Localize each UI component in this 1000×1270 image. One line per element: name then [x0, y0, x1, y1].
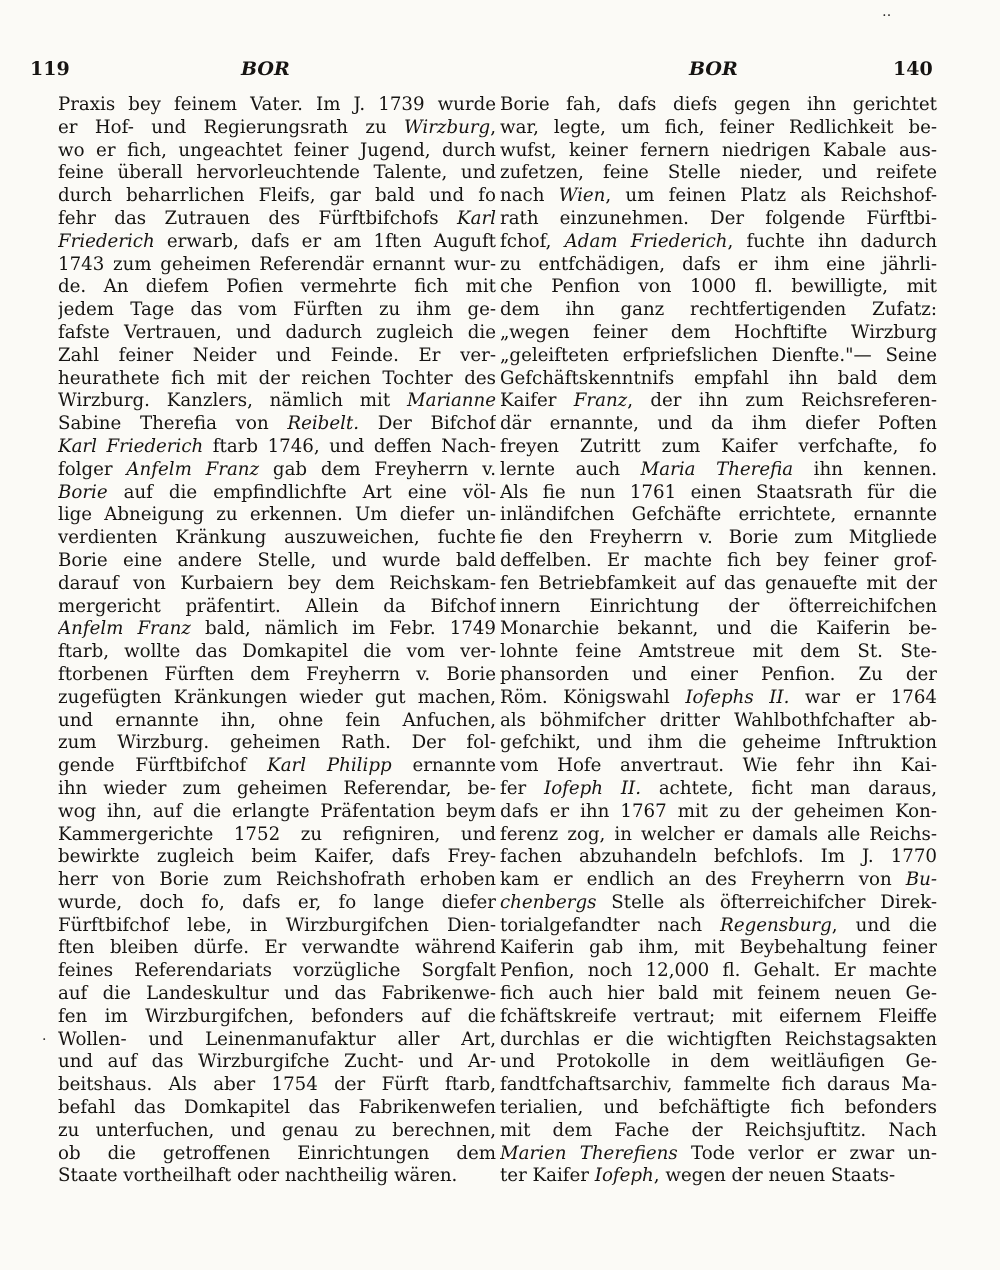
- text-line: [58, 596, 496, 619]
- text-line: [58, 1143, 496, 1166]
- text-line: [500, 778, 937, 801]
- text-segment: ftorbenen Fürften dem Freyherrn v. Borie: [58, 663, 496, 685]
- text-segment: Wirzburg. Kanzlers, nämlich mit: [58, 390, 407, 412]
- left-column: [58, 94, 496, 1188]
- text-segment: herr von Borie zum Reichshofrath erhoben: [58, 869, 496, 891]
- text-line: [500, 869, 937, 892]
- text-segment: lernte auch: [500, 458, 641, 480]
- text-line: [500, 641, 937, 664]
- text-line: [500, 140, 937, 163]
- text-segment: Als fie nun 1761 einen Staatsrath für die: [500, 481, 937, 503]
- text-segment: , um feinen Platz als Reichshof-: [605, 185, 937, 207]
- text-segment: und ernannte ihn, ohne fein Anfuchen,: [58, 709, 496, 731]
- text-segment: ferenz zog, in welcher er damals alle Reichs-: [500, 823, 937, 845]
- text-line: [58, 1006, 496, 1029]
- text-segment: Der Bifchof: [359, 413, 496, 435]
- text-segment: Kammergerichte 1752 zu refigniren, und: [58, 823, 496, 845]
- italic-name: chenbergs: [500, 891, 597, 913]
- text-segment: wufst, keiner fernern niedrigen Kabale aus-: [500, 139, 937, 161]
- text-line: [500, 937, 937, 960]
- text-line: [500, 960, 937, 983]
- text-segment: Borie fah, dafs diefs gegen ihn gerichtet: [500, 94, 937, 115]
- text-line: [500, 732, 937, 755]
- text-segment: „wegen feiner dem Hochftifte Wirzburg: [500, 321, 937, 343]
- text-segment: kam er endlich an des Freyherrn von: [500, 869, 906, 891]
- scan-speck-mark: ·: [42, 1032, 47, 1048]
- text-line: [58, 527, 496, 550]
- text-line: [58, 345, 496, 368]
- running-header: [0, 58, 1000, 88]
- text-line: [58, 436, 496, 459]
- text-segment: dem ihn ganz rechtfertigenden Zufatz:: [500, 299, 937, 321]
- italic-name: Bu-: [905, 869, 937, 891]
- text-line: [500, 618, 937, 641]
- text-segment: fafste Vertrauen, und dadurch zugleich die: [58, 321, 496, 343]
- text-line: [58, 778, 496, 801]
- text-line: [58, 892, 496, 915]
- text-line: [500, 390, 937, 413]
- text-segment: mergericht präfentirt. Allein da Bifchof: [58, 595, 496, 617]
- text-line: [500, 1051, 937, 1074]
- text-line: [500, 1097, 937, 1120]
- text-segment: fachen abzuhandeln befchlofs. Im J. 1770: [500, 846, 937, 868]
- text-line: [58, 482, 496, 505]
- right-column: [500, 94, 937, 1188]
- text-line: [58, 390, 496, 413]
- text-segment: terialien, und befchäftigte fich befonders: [500, 1097, 937, 1119]
- italic-name: Regensburg: [720, 914, 832, 936]
- text-line: [500, 550, 937, 573]
- text-segment: Zahl feiner Neider und Feinde. Er ver-: [58, 344, 496, 366]
- text-segment: Kaifer: [500, 390, 574, 412]
- text-line: [58, 117, 496, 140]
- text-segment: deffelben. Er machte fich bey feiner grof-: [500, 549, 937, 571]
- text-line: [500, 322, 937, 345]
- italic-name: Iofeph II.: [544, 777, 641, 799]
- text-segment: lige Abneigung zu erkennen. Um diefer un-: [58, 504, 496, 526]
- text-line: [500, 254, 937, 277]
- text-line: [500, 345, 937, 368]
- text-segment: Stelle als öfterreichifcher Direk-: [596, 891, 937, 913]
- text-segment: Penfion, noch 12,000 fl. Gehalt. Er machte: [500, 960, 937, 982]
- text-line: [500, 846, 937, 869]
- text-line: [58, 413, 496, 436]
- text-segment: , und die: [831, 914, 937, 936]
- text-line: [58, 322, 496, 345]
- text-segment: lohnte feine Amtstreue mit dem St. Ste-: [500, 641, 937, 663]
- text-segment: fchof,: [500, 230, 565, 252]
- text-line: [500, 1165, 937, 1188]
- text-line: [58, 162, 496, 185]
- text-line: [58, 254, 496, 277]
- text-segment: zu entfchädigen, dafs er ihm eine jährli-: [500, 253, 937, 275]
- header-word-left: BOR: [241, 58, 290, 80]
- text-line: [500, 1006, 937, 1029]
- text-segment: war, legte, um fich, feiner Redlichkeit be-: [500, 116, 937, 138]
- text-line: [58, 618, 496, 641]
- text-segment: vom Hofe anvertraut. Wie fehr ihn Kai-: [500, 755, 937, 777]
- text-line: [58, 755, 496, 778]
- text-segment: Wollen- und Leinenmanufaktur aller Art,: [58, 1028, 496, 1050]
- text-line: [58, 824, 496, 847]
- text-line: [500, 915, 937, 938]
- text-line: [58, 140, 496, 163]
- text-segment: , der ihn zum Reichsreferen-: [627, 390, 937, 412]
- text-segment: feines Referendariats vorzügliche Sorgfalt: [58, 960, 496, 982]
- text-segment: ernannte: [391, 755, 496, 777]
- text-segment: war er 1764: [789, 686, 937, 708]
- text-segment: durch beharrlichen Fleifs, gar bald und fo: [58, 185, 496, 207]
- italic-name: Maria Therefia: [640, 458, 794, 480]
- italic-name: Iofeph: [594, 1165, 654, 1187]
- text-segment: gab dem Freyherrn v.: [259, 458, 496, 480]
- text-segment: folger: [58, 458, 127, 480]
- italic-name: Borie: [58, 481, 108, 503]
- text-line: [58, 1097, 496, 1120]
- text-segment: darauf von Kurbaiern bey dem Reichskam-: [58, 572, 496, 594]
- text-line: [500, 482, 937, 505]
- text-line: [500, 368, 937, 391]
- text-segment: Sabine Therefia von: [58, 413, 288, 435]
- italic-name: Marianne: [406, 390, 496, 412]
- text-segment: feine überall hervorleuchtende Talente, und: [58, 162, 496, 184]
- text-line: [500, 94, 937, 117]
- text-segment: freyen Zutritt zum Kaifer verfchafte, fo: [500, 435, 937, 457]
- text-line: [58, 94, 496, 117]
- scan-speck-mark: ‥: [882, 4, 892, 20]
- text-line: [500, 755, 937, 778]
- italic-name: Wien: [558, 185, 606, 207]
- text-segment: ihn wieder zum geheimen Referendar, be-: [58, 777, 496, 799]
- text-line: [58, 937, 496, 960]
- text-line: [500, 162, 937, 185]
- text-line: [58, 801, 496, 824]
- text-segment: wurde, doch fo, dafs er, fo lange diefer: [58, 891, 496, 913]
- text-segment: Monarchie bekannt, und die Kaiferin be-: [500, 618, 937, 640]
- text-line: [58, 276, 496, 299]
- text-segment: Borie eine andere Stelle, und wurde bald: [58, 549, 496, 571]
- text-line: [58, 208, 496, 231]
- text-segment: und auf das Wirzburgifche Zucht- und Ar-: [58, 1051, 496, 1073]
- text-segment: nach: [500, 185, 559, 207]
- text-line: [500, 413, 937, 436]
- text-line: [500, 801, 937, 824]
- text-line: [500, 664, 937, 687]
- text-segment: innern Einrichtung der öfterreichifchen: [500, 595, 937, 617]
- text-segment: jedem Tage das vom Fürften zu ihm ge-: [58, 299, 496, 321]
- text-line: [500, 231, 937, 254]
- text-line: [500, 824, 937, 847]
- text-segment: che Penfion von 1000 fl. bewilligte, mit: [500, 276, 937, 298]
- text-segment: gende Fürftbifchof: [58, 755, 268, 777]
- text-line: [58, 915, 496, 938]
- text-segment: inländifchen Gefchäfte errichtete, ernannte: [500, 504, 937, 526]
- text-segment: 1743 zum geheimen Referendär ernannt wur-: [58, 253, 496, 275]
- text-line: [58, 185, 496, 208]
- text-line: [58, 710, 496, 733]
- text-segment: verdienten Kränkung auszuweichen, fuchte: [58, 527, 496, 549]
- text-line: [500, 299, 937, 322]
- text-segment: ,: [490, 116, 496, 138]
- text-segment: , fuchte ihn dadurch: [727, 230, 937, 252]
- italic-name: Iofephs II.: [685, 686, 790, 708]
- text-segment: Staate vortheilhaft oder nachtheilig wären.: [58, 1165, 458, 1187]
- page-number-right: 140: [893, 58, 933, 80]
- text-line: [500, 504, 937, 527]
- text-line: [500, 1143, 937, 1166]
- text-segment: Tode verlor er zwar un-: [677, 1142, 937, 1164]
- text-segment: fchäftskreife vertraut; mit eifernem Fleiffe: [500, 1005, 937, 1027]
- italic-name: Franz: [573, 390, 628, 412]
- text-segment: gefchikt, und ihm die geheime Inftruktion: [500, 732, 937, 754]
- text-segment: där ernannte, und da ihm diefer Poften: [500, 413, 937, 435]
- text-line: [500, 710, 937, 733]
- text-segment: heurathete fich mit der reichen Tochter des: [58, 367, 496, 389]
- text-segment: beitshaus. Als aber 1754 der Fürft ftarb,: [58, 1074, 496, 1096]
- text-segment: zu unterfuchen, und genau zu berechnen,: [58, 1119, 496, 1141]
- page-number-left: 119: [30, 58, 70, 80]
- text-segment: und Protokolle in dem weitläufigen Ge-: [500, 1051, 937, 1073]
- text-line: [500, 596, 937, 619]
- italic-name: Karl Friederich: [58, 435, 204, 457]
- text-line: [58, 1120, 496, 1143]
- text-line: [500, 573, 937, 596]
- text-line: [58, 687, 496, 710]
- text-segment: bald, nämlich im Febr. 1749: [190, 618, 496, 640]
- text-segment: Gefchäftskenntnifs empfahl ihn bald dem: [500, 367, 937, 389]
- italic-name: Marien Therefiens: [500, 1142, 678, 1164]
- text-segment: befahl das Domkapitel das Fabrikenwefen: [58, 1097, 496, 1119]
- text-segment: Kaiferin gab ihm, mit Beybehaltung feiner: [500, 937, 937, 959]
- text-segment: Praxis bey feinem Vater. Im J. 1739 wurde: [58, 94, 496, 115]
- text-segment: ter Kaifer: [500, 1165, 595, 1187]
- text-segment: ftarb 1746, und deffen Nach-: [203, 435, 496, 457]
- text-segment: zum Wirzburg. geheimen Rath. Der fol-: [58, 732, 496, 754]
- text-line: [58, 983, 496, 1006]
- text-segment: erwarb, dafs er am 1ften Auguft: [154, 230, 496, 252]
- italic-name: Karl Philipp: [267, 755, 392, 777]
- text-segment: zufetzen, feine Stelle nieder, und reifete: [500, 162, 937, 184]
- text-segment: ftarb, wollte das Domkapitel die vom ver-: [58, 641, 496, 663]
- text-segment: fen im Wirzburgifchen, befonders auf die: [58, 1005, 496, 1027]
- text-segment: durchlas er die wichtigften Reichstagsakten: [500, 1028, 937, 1050]
- italic-name: Anfelm Franz: [126, 458, 260, 480]
- text-segment: rath einzunehmen. Der folgende Fürftbi-: [500, 207, 937, 229]
- text-line: [58, 641, 496, 664]
- text-line: [500, 892, 937, 915]
- text-line: [58, 846, 496, 869]
- text-line: [58, 664, 496, 687]
- text-segment: als böhmifcher dritter Wahlbothfchafter ab-: [500, 709, 937, 731]
- text-segment: phansorden und einer Penfion. Zu der: [500, 663, 937, 685]
- text-line: [500, 983, 937, 1006]
- text-segment: achtete, ficht man daraus,: [641, 777, 937, 799]
- text-segment: wo er fich, ungeachtet feiner Jugend, durch: [58, 139, 496, 161]
- text-segment: auf die Landeskultur und das Fabrikenwe-: [58, 983, 496, 1005]
- text-line: [500, 1074, 937, 1097]
- text-segment: fandtfchaftsarchiv, fammelte fich daraus Ma-: [500, 1074, 937, 1096]
- text-segment: ob die getroffenen Einrichtungen dem: [58, 1142, 496, 1164]
- italic-name: Karl: [457, 207, 496, 229]
- text-segment: „geleifteten erfpriefslichen Dienfte."— Seine: [500, 344, 937, 366]
- text-segment: fehr das Zutrauen des Fürftbifchofs: [58, 207, 458, 229]
- text-line: [58, 960, 496, 983]
- text-line: [58, 299, 496, 322]
- text-line: [58, 573, 496, 596]
- text-line: [58, 1029, 496, 1052]
- text-line: [500, 117, 937, 140]
- text-segment: wog ihn, auf die erlangte Präfentation beym: [58, 800, 496, 822]
- text-segment: dafs er ihn 1767 mit zu der geheimen Kon-: [500, 800, 937, 822]
- text-segment: fie den Freyherrn v. Borie zum Mitgliede: [500, 527, 937, 549]
- header-word-right: BOR: [689, 58, 738, 80]
- text-line: [500, 1120, 937, 1143]
- italic-name: Reibelt.: [287, 413, 359, 435]
- text-segment: Röm. Königswahl: [500, 686, 686, 708]
- text-segment: bewirkte zugleich beim Kaifer, dafs Frey-: [58, 846, 496, 868]
- text-line: [58, 1074, 496, 1097]
- text-line: [500, 208, 937, 231]
- italic-name: Wirzburg: [404, 116, 491, 138]
- text-segment: ihn kennen.: [793, 458, 937, 480]
- italic-name: Anfelm Franz: [58, 618, 191, 640]
- text-line: [58, 1051, 496, 1074]
- text-line: [500, 687, 937, 710]
- text-line: [58, 732, 496, 755]
- text-line: [500, 436, 937, 459]
- text-line: [500, 185, 937, 208]
- text-line: [58, 368, 496, 391]
- text-line: [500, 527, 937, 550]
- italic-name: Adam Friederich: [564, 230, 728, 252]
- text-segment: ften bleiben dürfe. Er verwandte während: [58, 937, 496, 959]
- text-line: [58, 231, 496, 254]
- text-line: [58, 869, 496, 892]
- text-segment: auf die empfindlichfte Art eine völ-: [107, 481, 496, 503]
- text-segment: Fürftbifchof lebe, in Wirzburgifchen Dien-: [58, 914, 496, 936]
- text-line: [58, 504, 496, 527]
- text-line: [58, 459, 496, 482]
- text-segment: de. An diefem Pofien vermehrte fich mit: [58, 276, 496, 298]
- text-segment: fich auch hier bald mit feinem neuen Ge-: [500, 983, 937, 1005]
- text-line: [500, 276, 937, 299]
- italic-name: Friederich: [58, 230, 155, 252]
- text-line: [58, 1165, 496, 1188]
- text-segment: er Hof- und Regierungsrath zu: [58, 116, 405, 138]
- text-segment: mit dem Fache der Reichsjuftitz. Nach: [500, 1119, 937, 1141]
- text-segment: zugefügten Kränkungen wieder gut machen,: [58, 686, 496, 708]
- text-segment: fen Betriebfamkeit auf das genauefte mit der: [500, 572, 937, 594]
- text-line: [58, 550, 496, 573]
- text-segment: torialgefandter nach: [500, 914, 721, 936]
- text-segment: fer: [500, 777, 545, 799]
- text-segment: , wegen der neuen Staats-: [653, 1165, 896, 1187]
- text-line: [500, 459, 937, 482]
- text-line: [500, 1029, 937, 1052]
